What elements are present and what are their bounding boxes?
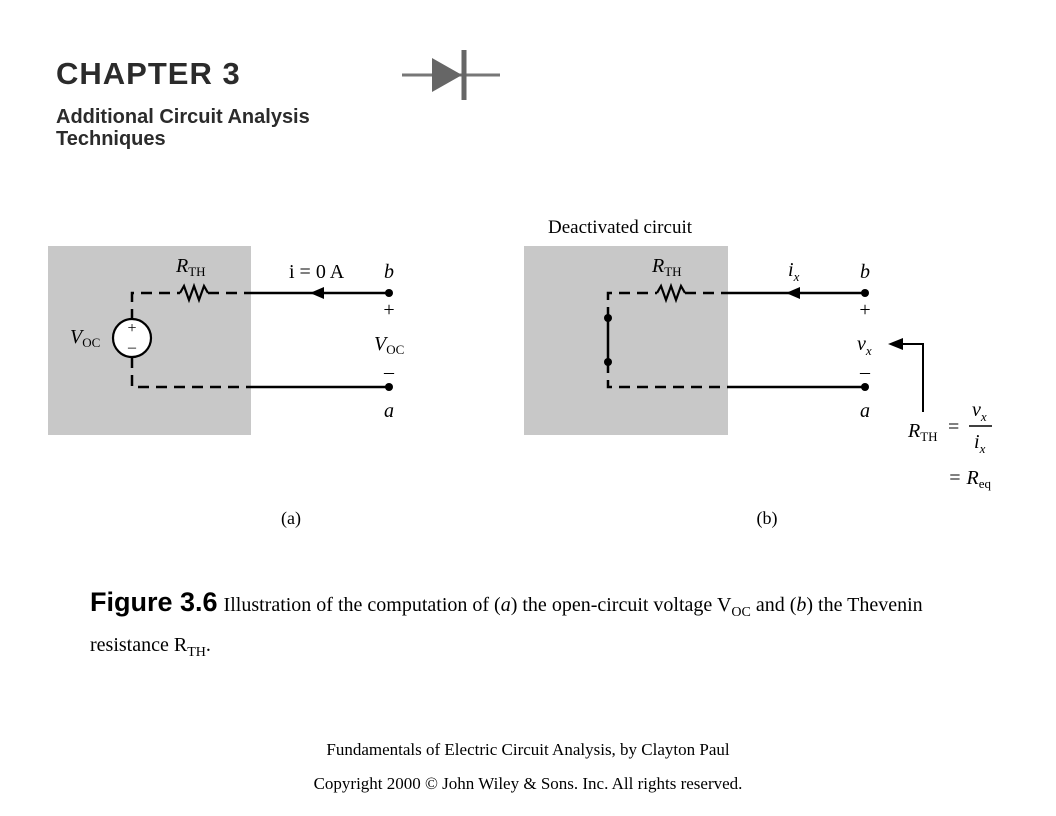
thevenin-equation: [907, 399, 992, 491]
source-label-a: $V_{OC}$: [70, 326, 101, 350]
current-label-a: i = 0 A: [289, 261, 345, 283]
footer-book-title: Fundamentals of Electric Circuit Analysis, by Clayton Paul: [326, 740, 730, 759]
terminal-a-b: a: [860, 400, 870, 422]
svg-text:–: –: [860, 361, 870, 383]
measurement-arrow: [900, 344, 923, 412]
chapter-title-line2: Techniques: [56, 128, 166, 150]
svg-text:+: +: [859, 299, 871, 321]
resistor-label-a: $R_{TH}$: [176, 255, 206, 279]
svg-text:vx: $v_x$: [972, 399, 987, 424]
svg-text:+: +: [383, 299, 395, 321]
voltage-source-a: [113, 319, 151, 357]
voltage-label-b: $v_x$: [857, 333, 872, 358]
voltage-label-a: $V_{OC}$: [374, 333, 405, 357]
current-label-b: $i_x$: [788, 259, 800, 284]
svg-text:–: –: [384, 361, 394, 383]
svg-text:= Req: = $R_{eq}$: [948, 467, 991, 491]
svg-text:=: =: [948, 416, 960, 438]
terminal-b-b: b: [860, 261, 870, 283]
figure-caption: Figure 3.6 Illustration of the computation of (a) the open-circuit voltage $V_{OC}$ and (b) the Thevenin resistance $R_{TH}$.: [90, 587, 923, 660]
panel-label-a: (a): [281, 508, 301, 528]
panel-label-b: (b): [756, 508, 778, 528]
svg-text:–: –: [128, 339, 136, 356]
svg-text:RTH: $R_{TH}$: [908, 420, 938, 444]
footer-copyright: Copyright 2000 © John Wiley & Sons. Inc. All rights reserved.: [313, 774, 743, 793]
figure-number: Figure 3.6: [90, 587, 218, 617]
network-box-b: [524, 246, 728, 435]
svg-text:+: +: [127, 320, 137, 337]
terminal-b-a: b: [384, 261, 394, 283]
svg-text:ix: $i_x$: [974, 431, 986, 456]
diode-icon: [402, 50, 500, 100]
resistor-label-b: $R_{TH}$: [652, 255, 682, 279]
chapter-title-line1: Additional Circuit Analysis: [56, 106, 310, 128]
chapter-number: CHAPTER 3: [56, 56, 241, 91]
deactivated-title: Deactivated circuit: [548, 217, 693, 238]
terminal-a-a: a: [384, 400, 394, 422]
